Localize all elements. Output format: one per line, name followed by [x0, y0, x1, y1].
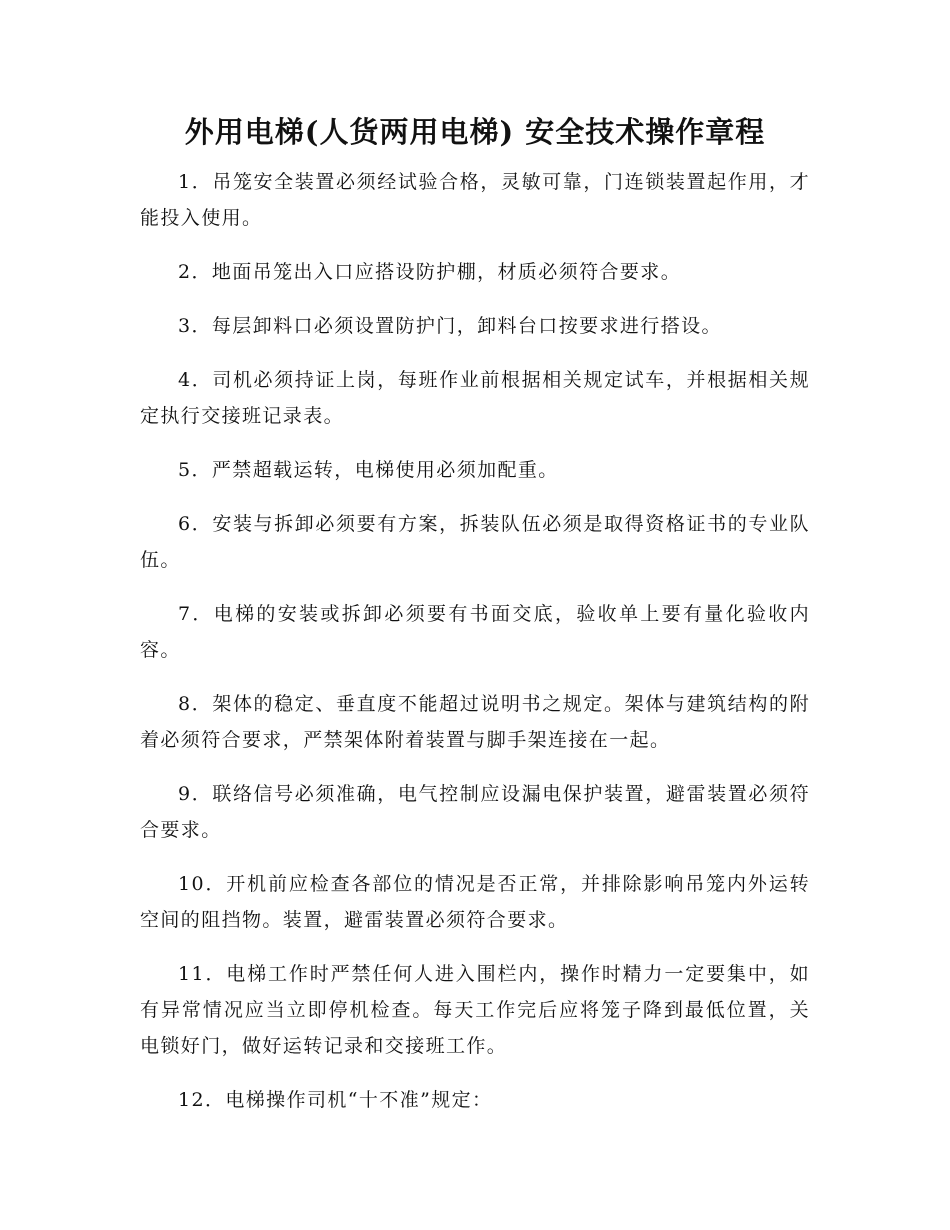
paragraph-5: 5．严禁超载运转，电梯使用必须加配重。: [178, 459, 559, 481]
paragraph-9: 9．联络信号必须准确，电气控制应设漏电保护装置，避雷装置必须符合要求。: [140, 783, 810, 841]
paragraph-10: 10．开机前应检查各部位的情况是否正常，并排除影响吊笼内外运转空间的阻挡物。装置，避雷装置必须符合要求。: [140, 873, 810, 931]
paragraph-2: 2．地面吊笼出入口应搭设防护棚，材质必须符合要求。: [178, 261, 682, 283]
paragraph-6: 6．安装与拆卸必须要有方案，拆装队伍必须是取得资格证书的专业队伍。: [140, 513, 810, 571]
paragraph-1: 1．吊笼安全装置必须经试验合格，灵敏可靠，门连锁装置起作用，才能投入使用。: [140, 171, 810, 229]
paragraph-11: 11．电梯工作时严禁任何人进入围栏内，操作时精力一定要集中，如有异常情况应当立即停机检查。每天工作完后应将笼子降到最低位置，关电锁好门，做好运转记录和交接班工作。: [140, 963, 810, 1057]
paragraph-12: 12．电梯操作司机“十不准”规定：: [178, 1089, 493, 1111]
paragraph-8: 8．架体的稳定、垂直度不能超过说明书之规定。架体与建筑结构的附着必须符合要求，严禁架体附着装置与脚手架连接在一起。: [140, 693, 810, 751]
document-body: [140, 164, 810, 1136]
paragraph-4: 4．司机必须持证上岗，每班作业前根据相关规定试车，并根据相关规定执行交接班记录表。: [140, 369, 810, 427]
document-title: 外用电梯(人货两用电梯) 安全技术操作章程: [184, 115, 766, 149]
paragraph-3: 3．每层卸料口必须设置防护门，卸料台口按要求进行搭设。: [178, 315, 722, 337]
paragraph-7: 7．电梯的安装或拆卸必须要有书面交底，验收单上要有量化验收内容。: [140, 603, 810, 661]
